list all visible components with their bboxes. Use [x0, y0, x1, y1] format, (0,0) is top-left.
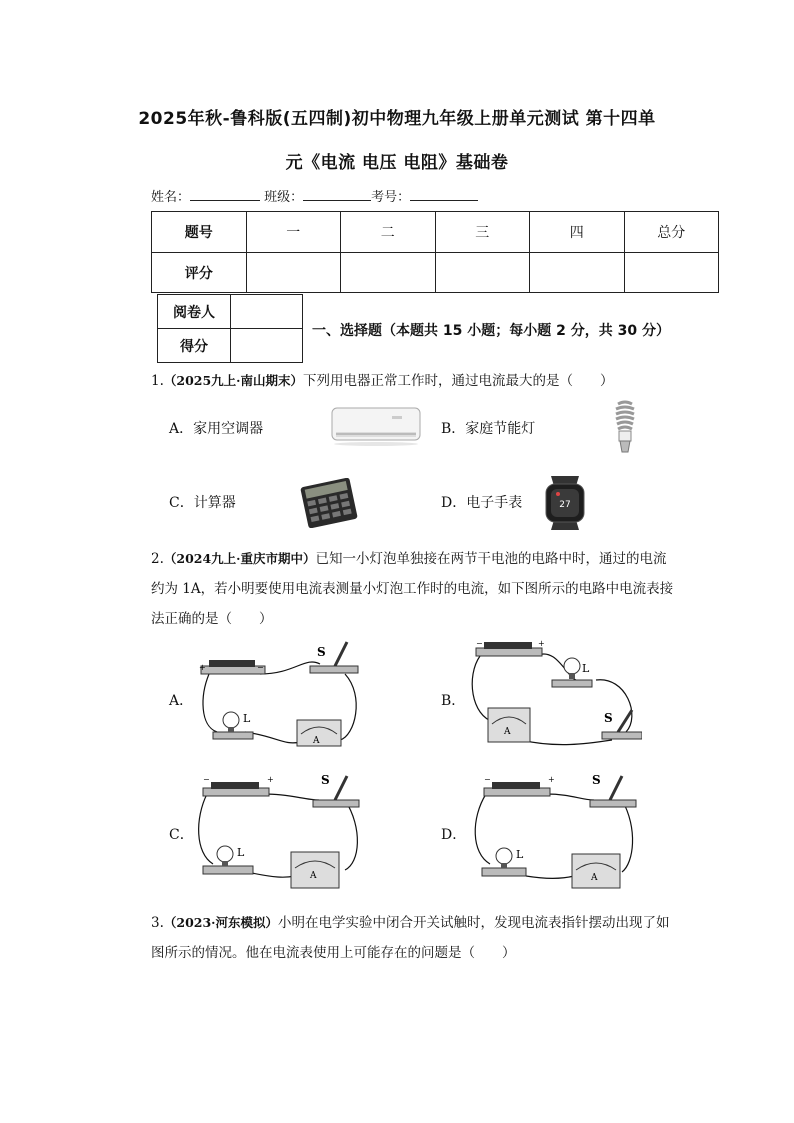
score-header-cell: 总分	[624, 212, 719, 253]
lamp-label: L	[516, 848, 524, 861]
switch-label: S	[604, 711, 613, 725]
score-header-cell: 四	[530, 212, 625, 253]
ammeter-label: A	[591, 873, 598, 883]
battery-minus: −	[203, 775, 210, 784]
circuit-diagram-d	[466, 768, 642, 894]
air-conditioner-image	[330, 404, 422, 448]
score-row-label: 评分	[152, 253, 247, 293]
q1-option-d[interactable]: D．电子手表	[441, 495, 523, 511]
score-cell[interactable]	[341, 253, 436, 293]
battery-minus: −	[484, 775, 491, 784]
class-field[interactable]	[303, 200, 371, 201]
score-cell[interactable]	[246, 253, 341, 293]
score-header-cell: 一	[246, 212, 341, 253]
q1-option-a[interactable]: A．家用空调器	[169, 421, 264, 437]
score-cell[interactable]	[624, 253, 719, 293]
class-label: 班级：	[264, 190, 304, 205]
question-source: （2023·河东模拟）	[163, 915, 279, 930]
ammeter-label: A	[313, 736, 320, 746]
score-cell[interactable]	[435, 253, 530, 293]
battery-minus: −	[476, 639, 483, 648]
number-field[interactable]	[410, 200, 478, 201]
switch-label: S	[592, 773, 601, 787]
lamp-label: L	[237, 846, 245, 859]
reviewer-field[interactable]	[231, 295, 303, 329]
ammeter-label: A	[310, 871, 317, 881]
question-3-stem-line1	[151, 908, 670, 938]
question-2-stem-line2: 约为 1A，若小明要使用电流表测量小灯泡工作时的电流，如下图所示的电路中电流表接	[151, 581, 674, 597]
question-1-stem	[151, 366, 614, 396]
circuit-diagram-a	[195, 636, 365, 754]
q2-option-a[interactable]: A．	[169, 693, 194, 709]
score-header-cell: 二	[341, 212, 436, 253]
question-number: 1.	[151, 373, 164, 389]
question-text: 已知一小灯泡单独接在两节干电池的电路中时，通过的电流	[315, 551, 667, 567]
question-number: 3.	[151, 915, 164, 931]
reviewer-label: 阅卷人	[158, 295, 231, 329]
score-header-cell: 三	[435, 212, 530, 253]
watch-display-text: 27	[559, 500, 571, 510]
score-table	[151, 211, 719, 293]
question-source: （2025九上·南山期末）	[163, 373, 304, 388]
q2-option-c[interactable]: C．	[169, 827, 194, 843]
lamp-label: L	[243, 712, 251, 725]
question-2-stem-line1	[151, 544, 667, 574]
name-label: 姓名：	[151, 190, 191, 205]
electronic-watch-image	[538, 474, 592, 532]
battery-minus: −	[257, 663, 264, 672]
score-cell[interactable]	[530, 253, 625, 293]
grader-score-field[interactable]	[231, 329, 303, 363]
number-label: 考号：	[371, 190, 411, 205]
calculator-image	[298, 478, 360, 528]
q1-option-b[interactable]: B．家庭节能灯	[441, 421, 536, 437]
switch-label: S	[321, 773, 330, 787]
name-field[interactable]	[190, 200, 260, 201]
battery-plus: +	[538, 639, 545, 648]
q2-option-b[interactable]: B．	[441, 693, 466, 709]
score-header-cell: 题号	[152, 212, 247, 253]
question-source: （2024九上·重庆市期中）	[163, 551, 316, 566]
student-info	[151, 186, 478, 205]
energy-saving-lamp-image	[610, 400, 640, 458]
ammeter-label: A	[504, 727, 511, 737]
circuit-diagram-b	[466, 636, 642, 754]
battery-plus: +	[548, 775, 555, 784]
q2-option-d[interactable]: D．	[441, 827, 467, 843]
grader-score-label: 得分	[158, 329, 231, 363]
switch-label: S	[317, 645, 326, 659]
question-text: 下列用电器正常工作时，通过电流最大的是（ ）	[303, 373, 614, 389]
question-number: 2.	[151, 551, 164, 567]
battery-plus: +	[199, 663, 206, 672]
lamp-label: L	[582, 662, 590, 675]
circuit-diagram-c	[195, 768, 365, 894]
document-title-line2: 元《电流 电压 电阻》基础卷	[285, 153, 509, 173]
question-2-stem-line3: 法正确的是（ ）	[151, 611, 273, 627]
battery-plus: +	[267, 775, 274, 784]
grader-box	[157, 294, 303, 363]
q1-option-c[interactable]: C．计算器	[169, 495, 236, 511]
question-3-stem-line2: 图所示的情况。他在电流表使用上可能存在的问题是（ ）	[151, 945, 516, 961]
section-heading: 一、选择题（本题共 15 小题；每小题 2 分，共 30 分）	[312, 323, 670, 339]
document-title-line1: 2025年秋-鲁科版(五四制)初中物理九年级上册单元测试 第十四单	[138, 109, 656, 129]
question-text: 小明在电学实验中闭合开关试触时，发现电流表指针摆动出现了如	[278, 915, 670, 931]
